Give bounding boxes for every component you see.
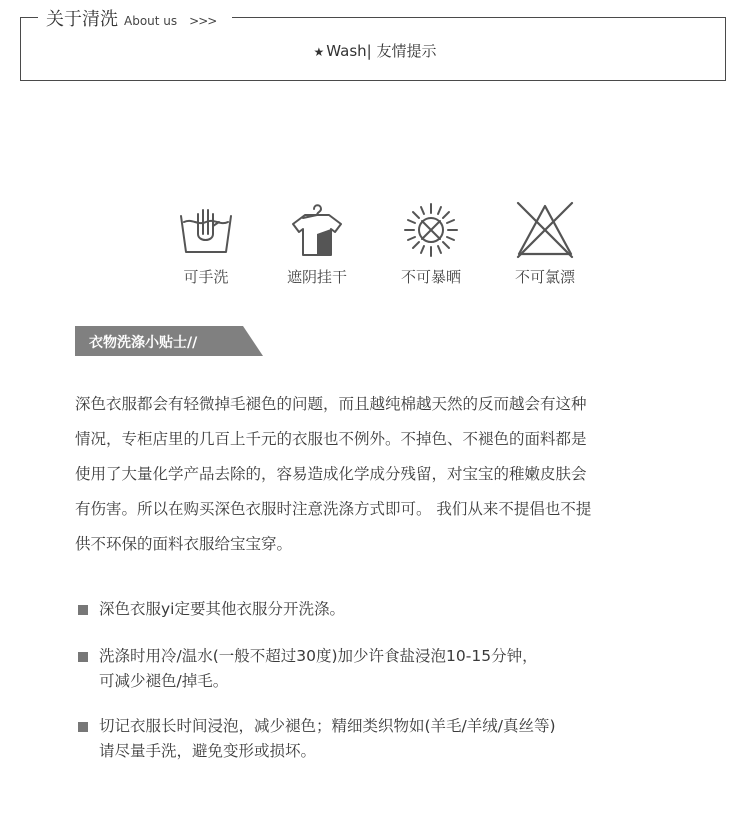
paragraph-line: 深色衣服都会有轻微掉毛褪色的问题，而且越纯棉越天然的反而越会有这种 <box>75 395 587 413</box>
no-bleach-icon <box>515 200 575 260</box>
paragraph-line: 供不环保的面料衣服给宝宝穿。 <box>75 535 293 553</box>
tips-tag-text: 衣物洗涤小贴士// <box>89 335 198 351</box>
header-title <box>38 5 224 31</box>
care-item-no-bleach <box>490 200 600 287</box>
header-title-cn: 关于清洗 <box>46 9 118 30</box>
intro-paragraph <box>75 387 685 562</box>
square-bullet-icon <box>78 605 88 615</box>
paragraph-line: 使用了大量化学产品去除的，容易造成化学成分残留，对宝宝的稚嫩皮肤会 <box>75 465 587 483</box>
tip-line: 切记衣服长时间浸泡，减少褪色；精细类织物如(羊毛/羊绒/真丝等) <box>99 717 556 735</box>
tip-line: 请尽量手洗，避免变形或损坏。 <box>99 742 317 760</box>
square-bullet-icon <box>78 652 88 662</box>
header-arrows: >>> <box>189 14 217 28</box>
care-label-hand-wash: 可手洗 <box>183 268 229 286</box>
list-item <box>75 714 556 764</box>
tip-line: 可减少褪色/掉毛。 <box>99 672 229 690</box>
hand-wash-icon <box>176 200 236 260</box>
list-item <box>75 644 538 694</box>
header-subtitle-text: Wash| 友情提示 <box>326 42 437 60</box>
header-subtitle <box>0 40 750 61</box>
tip-line: 深色衣服yi定要其他衣服分开洗涤。 <box>99 600 345 618</box>
square-bullet-icon <box>78 722 88 732</box>
no-sun-icon <box>401 200 461 260</box>
tip-line: 洗涤时用冷/温水(一般不超过30度)加少许食盐浸泡10-15分钟， <box>99 647 538 665</box>
paragraph-line: 有伤害。所以在购买深色衣服时注意洗涤方式即可。 我们从来不提倡也不提 <box>75 500 592 518</box>
header-top-line-right <box>232 17 726 18</box>
shade-dry-icon <box>287 200 347 260</box>
star-icon: ★ <box>313 45 325 59</box>
list-item <box>75 597 345 622</box>
care-label-no-sun: 不可暴晒 <box>400 268 461 286</box>
paragraph-line: 情况，专柜店里的几百上千元的衣服也不例外。不掉色、不褪色的面料都是 <box>75 430 587 448</box>
care-item-hand-wash <box>151 200 261 287</box>
care-label-shade-dry: 遮阴挂干 <box>286 268 347 286</box>
care-label-no-bleach: 不可氯漂 <box>514 268 575 286</box>
care-item-shade-dry <box>262 200 372 287</box>
header-title-en: About us <box>124 14 178 28</box>
tips-tag <box>75 326 263 356</box>
care-item-no-sun <box>376 200 486 287</box>
